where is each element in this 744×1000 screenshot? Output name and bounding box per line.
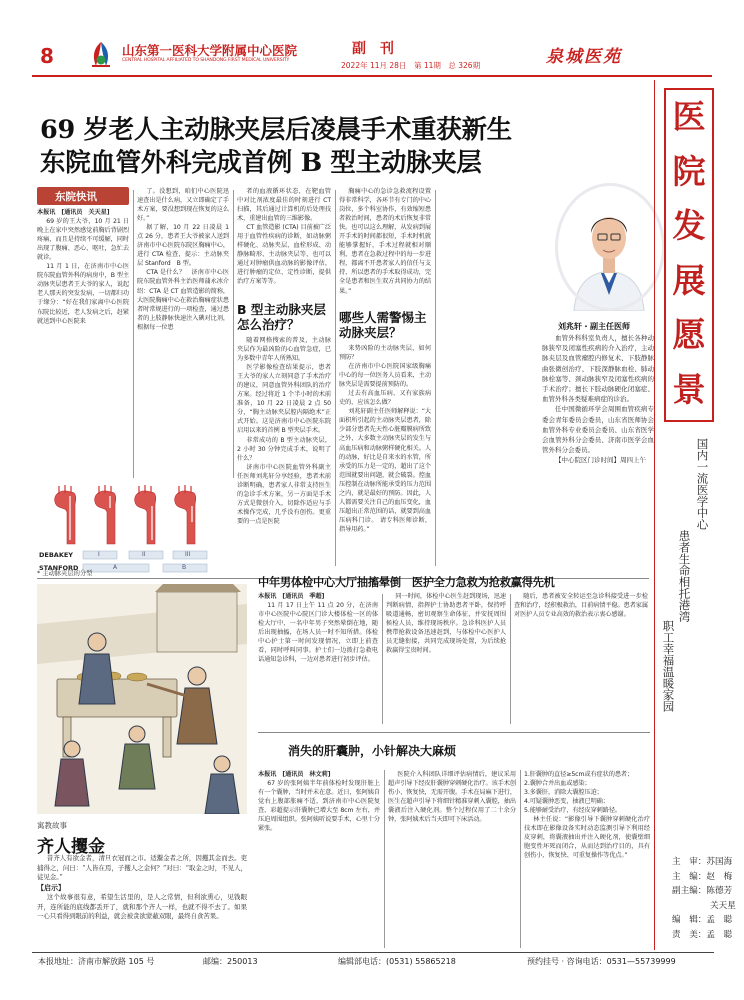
footer-postcode: 邮编：250013 xyxy=(203,957,258,966)
doctor-clinic-time: 【中心院区门诊时间】周四上午 xyxy=(555,456,646,465)
staff-row: 主 编：赵 梅 xyxy=(672,871,733,882)
footer-editorial-phone: 编辑部电话：(0531) 55865218 xyxy=(338,957,456,966)
main-headline-line1: 69 岁老人主动脉夹层后凌晨手术重获新生 xyxy=(40,115,512,145)
staff-row: 副主编：陈德芳 xyxy=(672,886,733,896)
article1-col2-p3: CTA 是什么？ 济南市中心医院东院血管外科主治医师蒲永冰介绍：CTA 是 CT 血管造影的简称，大医院胸痛中心在救治胸痛症状患者时常规进行的一项检查，通过患者的上肢静脉快速注入碘对比剂，根据每一位患 xyxy=(137,269,229,331)
article3-item-1: 1.肝囊肿的直径≥5cm或有症状的患者； xyxy=(524,771,634,778)
diagram-label-stanford: STANFORD xyxy=(39,564,79,572)
article1-col4b xyxy=(339,344,431,566)
article1-col2-p1: 了。没想到，咱们中心医院迅速查出是什么病，又立即确定了手术方案，要没想到现在恢复的这么好。” xyxy=(137,188,229,223)
divider xyxy=(435,190,436,566)
diagram-label-debakey-1: I xyxy=(98,551,100,558)
article1-col3-p2: CT 血管造影 (CTA) 目前被广泛用于血管性疾病的诊断，如动脉粥样硬化、动脉夹层、血栓形成、动静脉畸形、主动脉夹层等，也可以通过对肿瘤供血动脉的影像评估，进行肿瘤的定位、定性诊断，提供治疗方案等等。 xyxy=(237,224,331,286)
article3-col1 xyxy=(258,770,380,948)
diagram-label-stanford-b: B xyxy=(182,564,187,571)
article1-col2-p2: 据了解，10 月 22 日凌晨 1 点 26 分，患者王大爷被家人送到济南市中心医院东院区胸痛中心，进行 CTA 检查，提示：主动脉夹层 Stanford B 型。 xyxy=(137,224,229,268)
hospital-logo xyxy=(84,38,118,72)
header-rule xyxy=(32,75,712,77)
story-moral-body: 这个故事很有意，希望生活里的，是人之常情，但利欲熏心，见钱眼开，连所能的底线都丢开了，就和那个齐人一样，也就不得不去了。如果一心只看得到眼前的利益，就会被贪欲蒙蔽双眼，最终自食苦果。 xyxy=(37,893,247,920)
page-number: 8 xyxy=(40,44,54,68)
aorta-dissection-diagram xyxy=(37,482,232,574)
divider xyxy=(133,190,134,478)
hospital-name: 山东第一医科大学附属中心医院 xyxy=(122,43,298,58)
subheading-who-at-risk: 哪些人需警惕主动脉夹层？ xyxy=(339,310,427,340)
doctor-bio xyxy=(542,333,654,578)
article2-col3-text: 随后，患者被安全转运至急诊科接受进一步检查和治疗，经积极救治，目前病情平稳。患者家属对医护人员专业高效的救治表示衷心感谢。 xyxy=(514,593,648,619)
vision-char-1: 医 xyxy=(672,97,706,136)
vision-line-2: 患者生命相托港湾 xyxy=(677,530,692,622)
article3-title: 消失的肝囊肿，小针解决大麻烦 xyxy=(288,744,457,758)
story-illustration xyxy=(37,584,247,814)
divider xyxy=(233,190,234,478)
article1-col1 xyxy=(37,208,129,478)
article1-col3b xyxy=(237,336,331,566)
article2-col1-text: 11 月 17 日上午 11 点 20 分，在济南市中心医院中心院区门诊大楼体检一区的体检大厅中，一名中年男子突然晕倒在地，随后出现抽搐，在场人员一时不知所措。体检中心护士第一时间发现情况，立即上前查看，同时呼叫同事。护士们一边拨打急救电话通知急诊科，一边对患者进行初步评估。 xyxy=(258,602,378,664)
article3-col2-text: 医院介入科团队详细评估病情后，建议采用超声引导下经皮肝囊肿穿刺硬化治疗。该手术创伤小、恢复快，无需开腹。手术在局麻下进行，医生在超声引导下将细针精准穿刺入囊腔，抽出囊液后注入硬化剂。整个过程仅用了二十余分钟，张阿姨术后当天即可下床活动。 xyxy=(388,771,516,824)
staff-row: 关天星 xyxy=(710,900,736,911)
article2-col2-text: 同一时间，体检中心医生赶到现场，迅速判断病情，指挥护士协助患者平卧，保持呼吸道通畅，密切观察生命体征，并安抚周围候检人员，维持现场秩序。急诊科医护人员携带抢救设备迅速赶到，与体检中心医护人员无缝衔接，共同完成现场处置，为后续抢救赢得宝贵时间。 xyxy=(386,593,506,655)
article1-col3b-p3: 非常成功的 B 型主动脉夹层，2 小时 30 分钟完成手术，说明了什么？ xyxy=(237,436,331,462)
divider xyxy=(384,770,385,948)
article2-col1 xyxy=(258,592,378,732)
article1-col3b-p1: 随着网格搜索的普及，主动脉夹层作为最凶险的心血管急症，已为多数中青年人所熟知。 xyxy=(237,337,331,363)
article1-col1-p2: 11 月 1 日，在济南市中心医院东院血管外科的病房中，B 型主动脉夹层患者王大爷的家人，说起老人那天的突发发病，一切都归功于缘分：“好在我们家离中心医院东院比较近，老人发病之后，赶紧就送到中心医院来 xyxy=(37,263,129,325)
hospital-name-en: CENTRAL HOSPITAL AFFILIATED TO SHANDONG FIRST MEDICAL UNIVERSITY xyxy=(122,58,290,63)
article1-col4-p1: 胸痛中心的急诊急救流程设置得非常科学，各环节有专门的中心岗位，多个科室协作，有效缩短患者救治时间，患者的术后恢复非常快。也可以这么理解，从发病到展开手术的时间都很短，手术时机就能够掌握好，手术过程就相对顺利，患者在急救过程中的每一步进程，都离不开患者家人的信任与支持，所以患者的手术取得成功，完全是患者和医生双方共同协力的结果。” xyxy=(339,188,431,295)
article1-col3-p1: 者的血液循环状态，在靶血管中对比剂浓度最佳的时刻进行 CT 扫描，其后通过计算机的后处理技术，重建出血管的三维影像。 xyxy=(237,188,331,223)
article1-col4b-p2: 在济南市中心医院国家级胸痛中心的每一位医务人员看来，主动脉夹层是需要提前预防的。 xyxy=(339,363,431,389)
article3-item-5: 5.能够耐受治疗，有经皮穿刺路径。 xyxy=(524,807,622,815)
divider xyxy=(510,594,511,724)
article1-col4b-p3: 过去有高血压病、又有家族病史的，应该怎么做？ xyxy=(339,390,431,407)
article3-col1-text: 67 岁的张阿姨半年前体检时发现肝脏上有一个囊肿，当时并未在意。近日，张阿姨自觉右上腹部胀痛不适，到济南市中心医院复查，彩超提示肝囊肿已增大至 8cm 左右，并压迫周围组织。张阿姨听说要手术，心里十分紧张。 xyxy=(258,780,380,833)
vision-char-6: 景 xyxy=(672,369,706,409)
doctor-bio-p1: 血管外科科室负责人，擅长各种动脉狭窄及闭塞性疾病的介入治疗，主动脉夹层及血管瘤腔内修复术、下肢静脉曲张微创治疗、下肢深静脉血栓、肺动脉栓塞等、颈动脉狭窄及闭塞性疾病的手术治疗；擅长下肢动脉硬化闭塞症、血管外科各类疑难病症的诊治。 xyxy=(542,334,654,404)
diagram-label-debakey-3: III xyxy=(185,551,191,558)
divider xyxy=(335,190,336,566)
issue-date: 2022年 11月 28日 第 11期 总 326期 xyxy=(341,61,481,70)
diagram-label-debakey: DEBAKEY xyxy=(39,551,74,559)
doctor-bio-p2: 任中国微循环学会周围血管疾病专委会青年委员会委员，山东省医师协会血管外科专业委员会委员、山东省医学会血管外科分会委员、济南市医学会血管外科分会委员。 xyxy=(542,405,654,455)
vision-line-1: 国内一流医学中心 xyxy=(695,438,710,530)
main-headline-line2: 东院血管外科完成首例 B 型主动脉夹层 xyxy=(40,148,482,178)
story-moral-text xyxy=(37,893,247,953)
article3-col3-tail: 林主任说：“影像引导下囊肿穿刺硬化治疗技术即在影像设备实时动态监测引导下利用经皮穿刺，将囊液抽出并注入硬化剂，使囊壁细胞变性坏死而闭合，从而达到治疗目的，具有创伤小、恢复快、可重复操作等优点。” xyxy=(524,816,650,860)
subheading-type-b-treatment: B 型主动脉夹层怎么治疗？ xyxy=(237,302,326,332)
article1-col4 xyxy=(339,187,431,305)
footer-booking-phone: 预约挂号 · 咨询电话：0531—55739999 xyxy=(527,957,676,966)
article2-byline: 本报讯 [通讯员 季超] xyxy=(258,593,325,600)
article1-col3b-p2: 医学影像检查结果提示，患者王大爷的家人立刻同意了手术治疗的建议，同意血管外科团队的治疗方案。经过将近 1 个半小时的术前准备，10 月 22 日凌晨 2 点 50 分，“胸主动脉夹层腔内隔绝术”正式开始。这是济南市中心医院东院启用以来的首例 B 型夹层手术。 xyxy=(237,364,331,435)
vision-char-4: 展 xyxy=(672,260,706,300)
article1-col4b-p1: 来势凶险的主动脉夹层，如何预防？ xyxy=(339,345,431,362)
article2-col3 xyxy=(514,592,648,724)
article2-title: 中年男体检中心大厅抽搐晕倒 医护全力急救为抢救赢得先机 xyxy=(258,576,555,589)
article1-col4b-p4: 刘兆轩副主任医师解释说：“大面积所引起的主动脉夹层患者，除少部分患者先天性心脏瓣膜病所致之外，大多数主动脉夹层的发生与高血压病和动脉粥样硬化相关。人的动脉，好比是自来水的水管，所承受的压力是一定的，超出了这个范围就要出问题，就会破裂。控血压控制在动脉所能承受的压力范围之内，就是最好的预防。因此，人人都需要关注自己的血压变化，血压超出正常范围的话，就要到高血压病科门诊。 请专科医师诊断，指导用药。” xyxy=(339,408,431,533)
story-text xyxy=(37,854,247,883)
article1-col3 xyxy=(237,187,331,297)
article3-byline: 本报讯 [通讯员 林文莉] xyxy=(258,771,331,778)
sidebar-divider xyxy=(654,80,655,950)
article3-item-2: 2.囊肿合并出血或感染； xyxy=(524,780,591,788)
divider xyxy=(520,770,521,948)
diagram-label-debakey-2: II xyxy=(142,551,146,558)
story-moral-label: 【启示】 xyxy=(37,884,65,892)
staff-row: 编 辑：孟 聪 xyxy=(672,915,733,925)
article3-col3 xyxy=(524,770,650,948)
story-title: 齐人攫金 xyxy=(37,837,105,857)
vision-char-2: 院 xyxy=(672,151,706,191)
article3-item-3: 3.多囊肝，消除大囊腔压迫； xyxy=(524,789,603,797)
article1-byline: 本报讯 [通讯员 关天星] xyxy=(37,209,110,216)
vision-box xyxy=(664,88,714,422)
footer-rule xyxy=(32,952,714,953)
doctor-photo xyxy=(560,183,658,311)
news-tag-label: 东院快讯 xyxy=(55,191,97,203)
article1-col1-p1: 69 岁的王大爷，10 月 21 日晚上在家中突然感觉前胸后背剧烈疼痛，而且是持续不可缓解，同时出现了腹痛、恶心、呕吐，急忙去就诊。 xyxy=(37,218,129,262)
article2-col2 xyxy=(386,592,506,724)
article1-col2 xyxy=(137,187,229,478)
diagram-caption: * 主动脉夹层的分型 xyxy=(37,570,93,577)
news-tag-banner xyxy=(37,187,129,205)
diagram-label-stanford-a: A xyxy=(113,564,118,571)
staff-row: 主 审：苏国海 xyxy=(672,857,733,867)
story-text-body: 昔齐人有欲金者，清旦衣冠而之市。适鬻金者之所，因攫其金而去。吏捕得之，问曰：“人皆在焉，子攫人之金何？”对曰：“取金之时，不见人，徒见金。” xyxy=(37,854,247,881)
vision-line-3: 职工幸福温暖家园 xyxy=(661,620,676,712)
section-name: 副 刊 xyxy=(352,41,394,57)
footer-address: 本报地址：济南市解放路 105 号 xyxy=(38,957,155,966)
doctor-name-caption: 刘兆轩・副主任医师 xyxy=(558,322,630,331)
vision-char-3: 发 xyxy=(672,206,706,245)
article3-col2 xyxy=(388,770,516,948)
section-rule xyxy=(258,732,650,733)
divider xyxy=(382,594,383,724)
article1-col3b-p4: 济南市中心医院血管外科副主任医师刘兆轩分享经验，患者术前诊断明确，患者家人非常支持医生的急诊手术方案，另一方面是手术方式是微创介入，切除作适应与手术操作完成，几乎没有创伤。更重要的一点是医院 xyxy=(237,463,331,525)
column-title: 泉城医苑 xyxy=(546,47,622,67)
staff-row: 责 美：孟 聪 xyxy=(672,929,733,940)
story-column-label: 寓教故事 xyxy=(37,821,67,830)
vision-char-5: 愿 xyxy=(672,315,706,354)
article3-item-4: 4.可疑囊肿恶变，抽液已明确； xyxy=(524,798,609,806)
staff-list xyxy=(672,855,742,942)
